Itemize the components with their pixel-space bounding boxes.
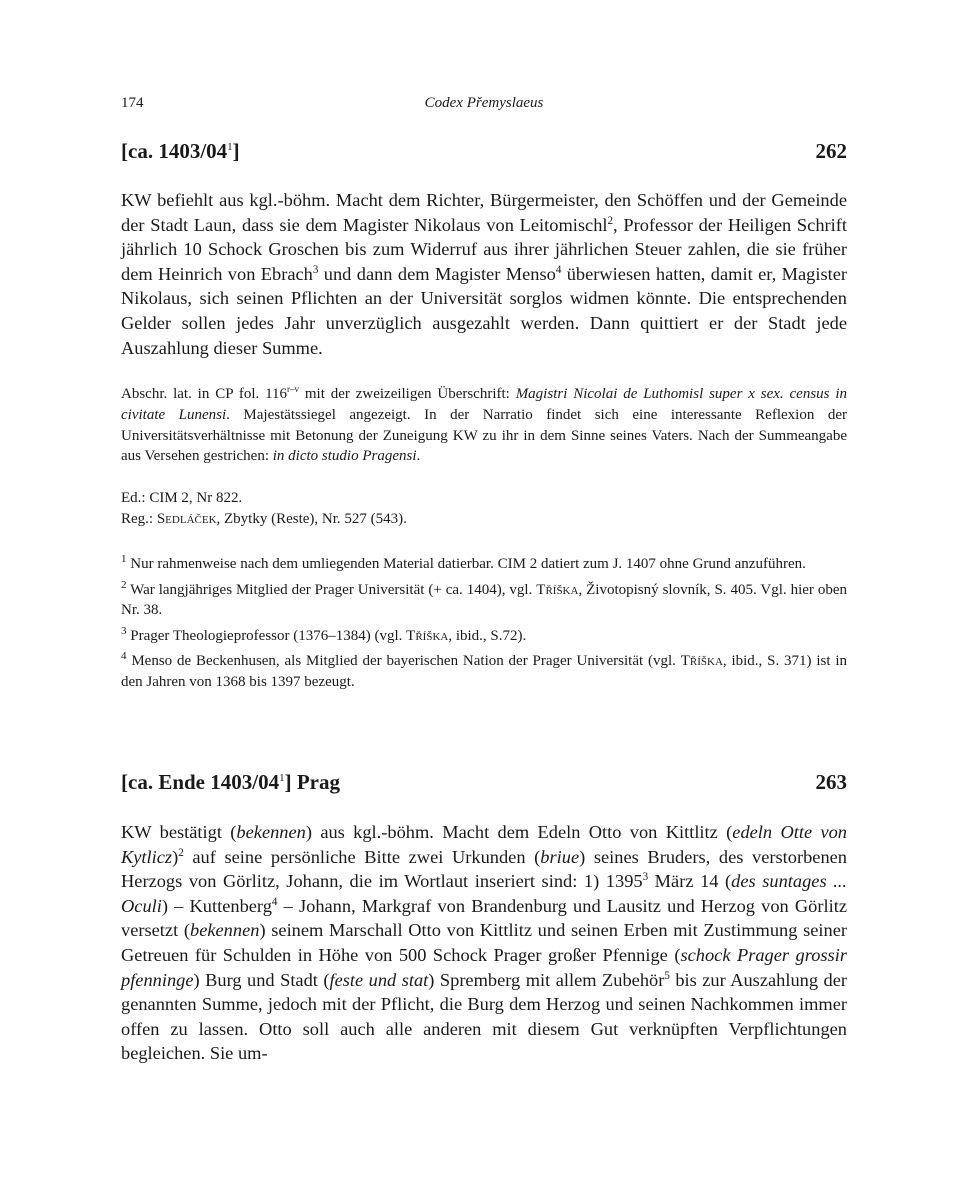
entry-heading: [121, 770, 847, 795]
footnote: $^3$ Prager Theologieprofessor (1376–1384) (vgl. Tříška, ibid., S.72).: [121, 624, 527, 644]
register-line: Reg.: Sedláček, Zbytky (Reste), Nr. 527 (543).: [121, 510, 407, 527]
source-note: Abschr. lat. in CP fol. 116$^{r-v}$ mit der zweizeiligen Überschrift: Magistri Nicolai de Luthomisl super x sex. census in civitate Lunensi. Majestätssiegel angezeigt. In der Narratio findet sich eine interessante Reflexion der Universitätsverhältnisse mit Betonung der Zuneigung KW zu ihr in dem Sinne seines Vaters. Nach der Summeangabe aus Versehen gestrichen: in dicto studio Pragensi.: [121, 384, 848, 465]
entry-date: [ca. $1403/04^1$]: [121, 139, 240, 163]
running-head: [121, 95, 847, 115]
entry-date: [ca. Ende $1403/04^1$] Prag: [121, 770, 340, 794]
edition-line: Ed.: CIM 2, Nr 822.: [121, 490, 243, 506]
footnote: $^4$ Menso de Beckenhusen, als Mitglied der bayerischen Nation der Prager Universität (vgl. Tříška, ibid., S. 371) ist in den Jahren von 1368 bis 1397 bezeugt.: [121, 650, 848, 690]
running-title: Codex Přemyslaeus: [424, 95, 544, 111]
entry-heading: [121, 139, 847, 164]
page-number: 174: [121, 95, 144, 111]
entry-number: 262: [815, 139, 847, 163]
regest-text: KW befiehlt aus kgl.-böhm. Macht dem Richter, Bürgermeister, den Schöffen und der Gemeinde der Stadt Laun, dass sie dem Magister Nikolaus von Leitomischl$^2$, Professor der Heiligen Schrift jährlich 10 Schock Groschen bis zum Widerruf aus ihrer jährlichen Steuer zahlen, die sie früher dem Heinrich von Ebrach$^3$ und dann dem Magister Menso$^4$ überwiesen hatten, damit er, Magister Nikolaus, sich seinen Pflichten an der Universität sorglos widmen könnte. Die entsprechenden Gelder sollen jedes Jahr unverzüglich ausgezahlt werden. Dann quittiert er der Stadt jede Auszahlung dieser Summe.: [121, 190, 847, 358]
footnote: $^2$ War langjähriges Mitglied der Prager Universität (+ ca. 1404), vgl. Tříška, Životopisný slovník, S. 405. Vgl. hier oben Nr. 38.: [121, 578, 847, 619]
footnotes: [121, 549, 847, 693]
footnote: $^1$ Nur rahmenweise nach dem umliegenden Material datierbar. CIM 2 datiert zum J. 1407 ohne Grund anzuführen.: [121, 553, 806, 572]
editions: [121, 488, 847, 530]
entry-number: 263: [815, 770, 847, 794]
regest-text: KW bestätigt (bekennen) aus kgl.-böhm. Macht dem Edeln Otto von Kittlitz (edeln Otte von Kytlicz)$^2$ auf seine persönliche Bitte zwei Urkunden (briue) seines Bruders, des verstorbenen Herzogs von Görlitz, Johann, die im Wortlaut inseriert sind: 1) 1395$^3$ März 14 (des suntages ... Oculi) – Kuttenberg$^4$ – Johann, Markgraf von Brandenburg und Lausitz und Herzog von Görlitz versetzt (bekennen) seinem Marschall Otto von Kittlitz und seinen Erben mit Zustimmung seiner Getreuen für Schulden in Höhe von 500 Schock Prager großer Pfennige (schock Prager grossir pfenninge) Burg und Stadt (feste und stat) Spremberg mit allem Zubehör$^5$ bis zur Auszahlung der genannten Summe, jedoch mit der Pflicht, die Burg dem Herzog und seinen Nachkommen immer offen zu lassen. Otto soll auch alle anderen mit diesem Gut verknüpften Verpflichtungen begleichen. Sie um-: [121, 822, 848, 1064]
